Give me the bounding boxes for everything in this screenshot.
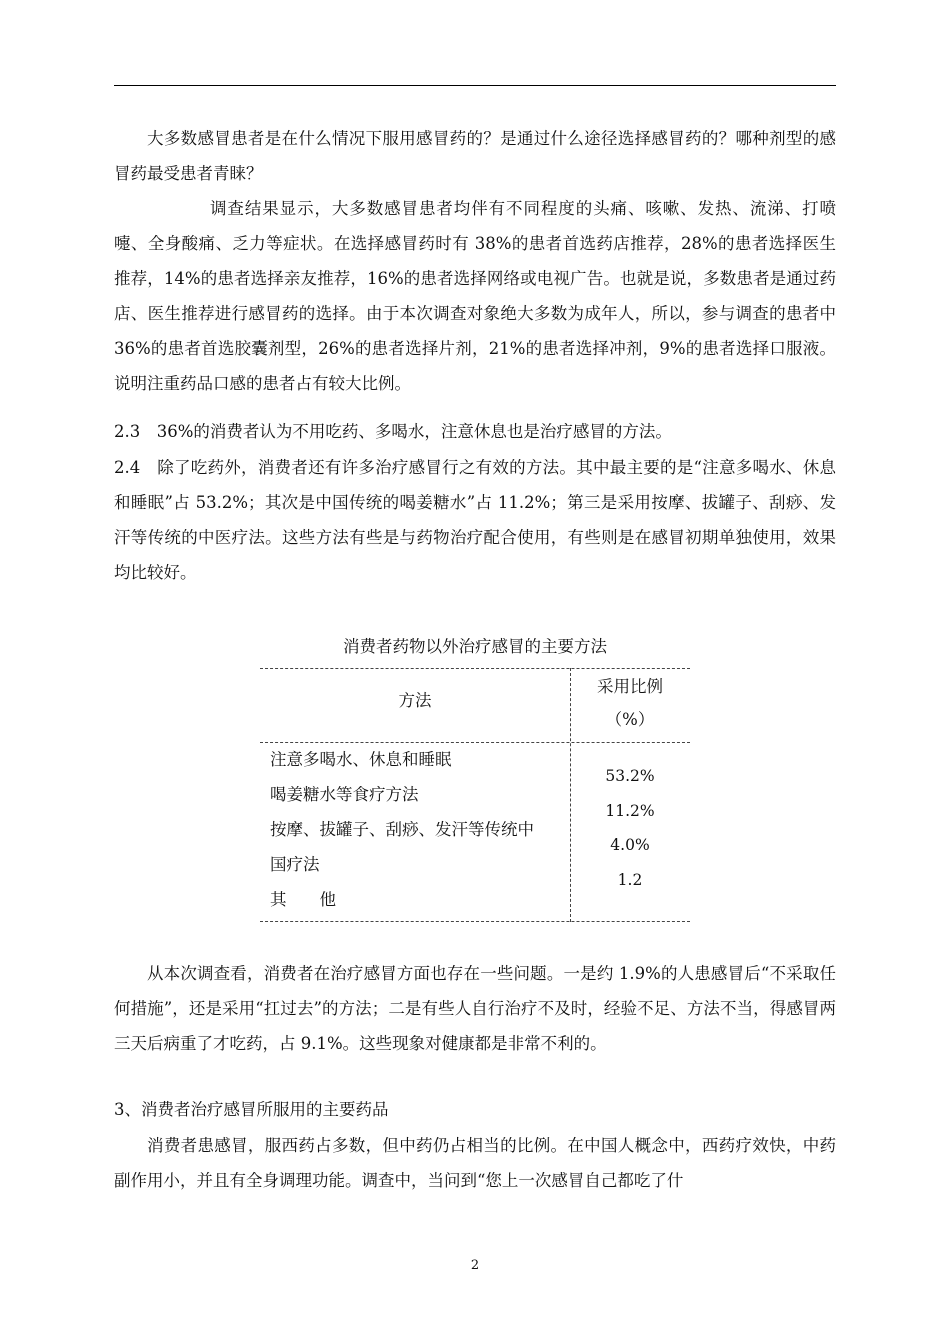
methods-table	[260, 668, 690, 922]
table-ratios-column	[570, 759, 690, 897]
section-2-4: 2.4 除了吃药外，消费者还有许多治疗感冒行之有效的方法。其中最主要的是“注意多喝水、休息和睡眠”占 53.2%；其次是中国传统的喝姜糖水”占 11.2%；第三是采用按摩、拔罐子、刮痧、发汗等传统的中医疗法。这些方法有些是与药物治疗配合使用，有些则是在感冒初期单独使用，效果均比较好。	[114, 458, 836, 582]
table-method-item: 按摩、拔罐子、刮痧、发汗等传统中	[270, 820, 534, 839]
section-3-heading: 3、消费者治疗感冒所服用的主要药品	[114, 1100, 389, 1119]
table-header-method: 方法	[398, 691, 432, 710]
problems-paragraph: 从本次调查看，消费者在治疗感冒方面也存在一些问题。一是约 1.9%的人患感冒后“不采取任何措施”，还是采用“扛过去”的方法；二是有些人自行治疗不及时，经验不足、方法不当，得感冒两三天后病重了才吃药，占 9.1%。这些现象对健康都是非常不利的。	[114, 964, 836, 1053]
table-top-rule	[260, 668, 690, 669]
table-method-item: 喝姜糖水等食疗方法	[270, 785, 419, 804]
table-method-item: 其 他	[270, 890, 336, 909]
table-header-ratio	[570, 670, 690, 736]
table-ratio-item: 53.2%	[605, 767, 655, 785]
section-2-3: 2.3 36%的消费者认为不用吃药、多喝水，注意休息也是治疗感冒的方法。	[114, 422, 672, 441]
table-header-ratio-line2: （%）	[605, 710, 655, 729]
table-ratio-item: 11.2%	[605, 801, 655, 820]
table-bottom-rule	[260, 921, 690, 922]
table-ratio-item: 4.0%	[610, 836, 650, 854]
survey-paragraph: 调查结果显示，大多数感冒患者均伴有不同程度的头痛、咳嗽、发热、流涕、打喷嚏、全身酸痛、乏力等症状。在选择感冒药时有 38%的患者首选药店推荐，28%的患者选择医生推荐，14%的患者选择亲友推荐，16%的患者选择网络或电视广告。也就是说，多数患者是通过药店、医生推荐进行感冒药的选择。由于本次调查对象绝大多数为成年人，所以，参与调查的患者中 36%的患者首选胶囊剂型，26%的患者选择片剂，21%的患者选择冲剂，9%的患者选择口服液。说明注重药品口感的患者占有较大比例。	[114, 199, 836, 393]
page-number: 2	[470, 1258, 480, 1273]
intro-paragraph: 大多数感冒患者是在什么情况下服用感冒药的？是通过什么途径选择感冒药的？哪种剂型的感冒药最受患者青睐？	[114, 129, 836, 183]
table-caption: 消费者药物以外治疗感冒的主要方法	[343, 637, 607, 656]
table-method-item: 注意多喝水、休息和睡眠	[270, 750, 452, 769]
table-header-ratio-line1: 采用比例	[597, 677, 663, 696]
section-3-paragraph: 消费者患感冒，服西药占多数，但中药仍占相当的比例。在中国人概念中，西药疗效快，中药副作用小，并且有全身调理功能。调查中，当问到“您上一次感冒自己都吃了什	[114, 1136, 836, 1190]
table-ratio-item: 1.2	[617, 870, 643, 889]
header-rule	[114, 85, 836, 86]
table-method-item: 国疗法	[270, 855, 320, 874]
table-methods-column	[270, 742, 566, 917]
